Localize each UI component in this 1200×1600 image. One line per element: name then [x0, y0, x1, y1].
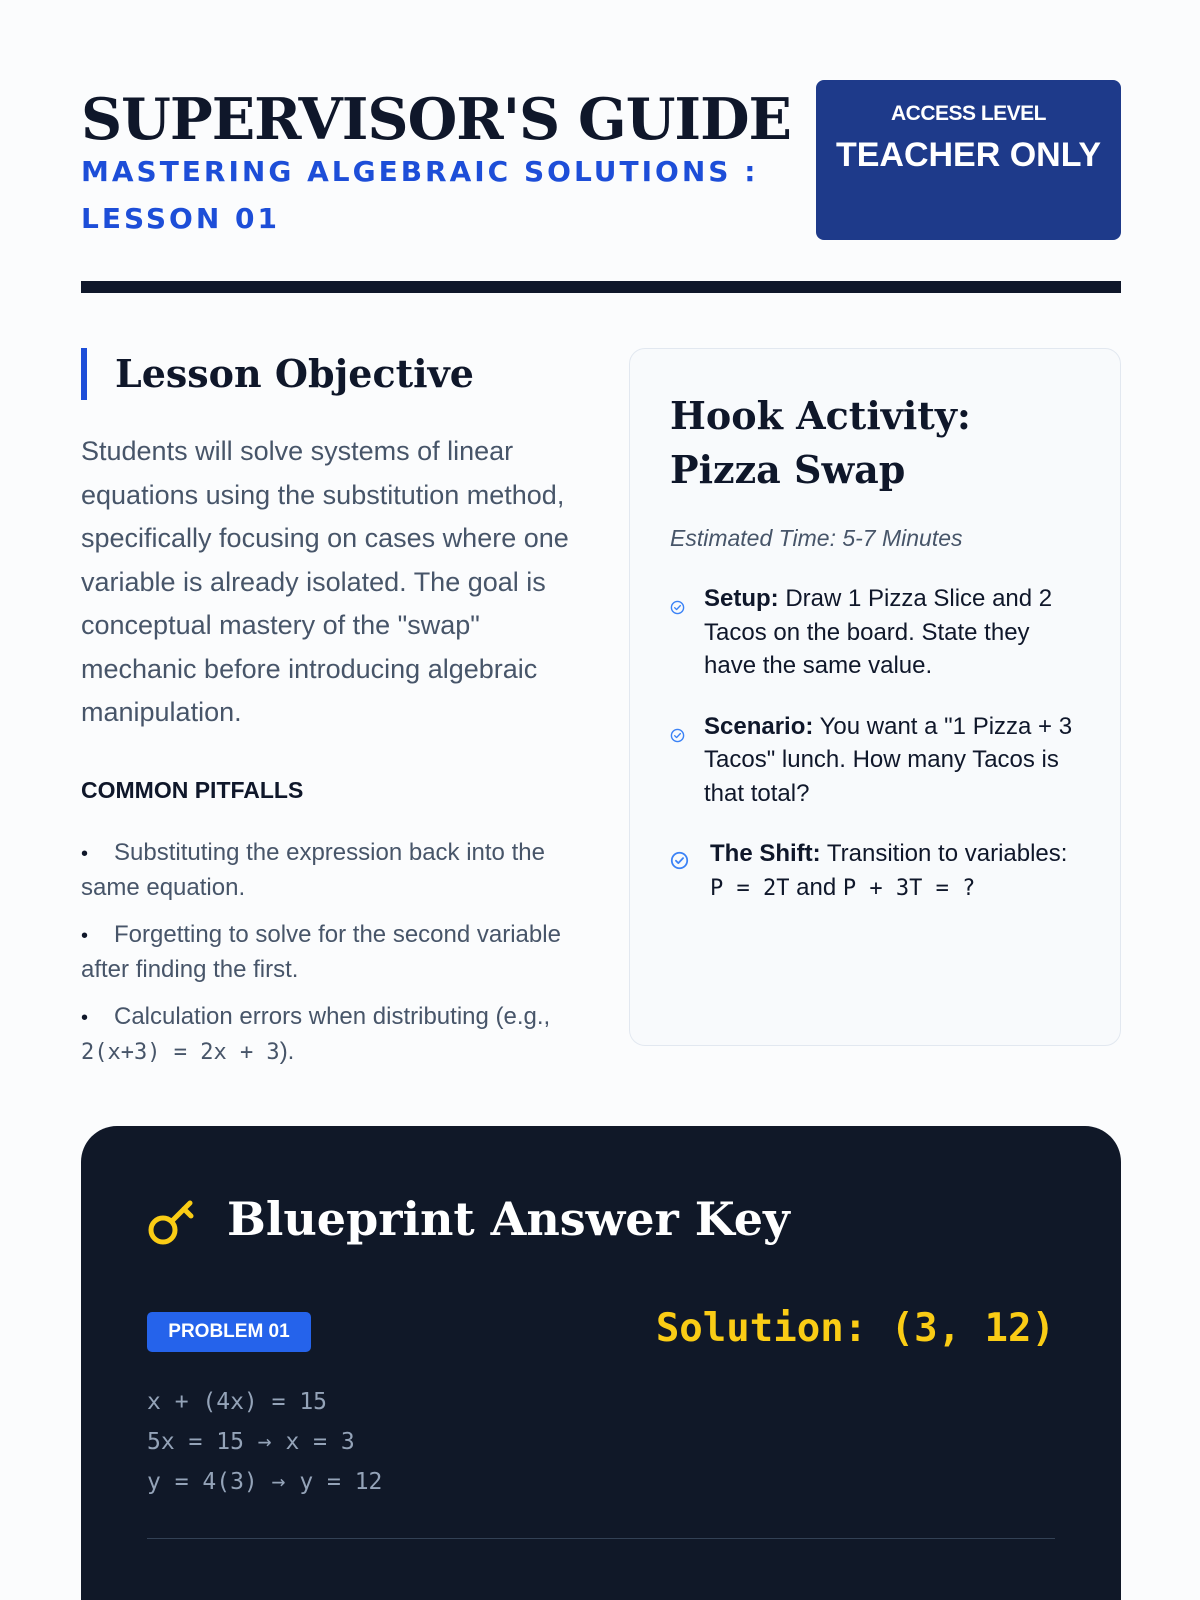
pitfall-text: Calculation errors when distributing (e.g.,	[114, 1002, 551, 1030]
access-level-value: TEACHER ONLY	[835, 136, 1102, 174]
solution-step-line: y = 4(3) → y = 12	[147, 1469, 383, 1495]
pitfall-text: Substituting the expression back into the same equation.	[81, 838, 545, 901]
pitfalls-heading: COMMON PITFALLS	[81, 776, 304, 803]
solution-step-line: x + (4x) = 15	[147, 1389, 328, 1415]
page-title: SUPERVISOR'S GUIDE	[81, 86, 791, 153]
page-header	[81, 80, 1121, 240]
answer-key-title: Blueprint Answer Key	[227, 1192, 790, 1246]
bullet-icon: •	[81, 1006, 89, 1029]
step-code: P = 2T	[710, 875, 790, 901]
pitfall-item	[81, 836, 591, 905]
hook-step	[670, 710, 1080, 811]
bullet-icon: •	[81, 924, 89, 947]
step-text: Transition to variables:	[826, 840, 1068, 867]
hook-steps-list	[670, 582, 1080, 905]
key-icon	[147, 1196, 199, 1253]
solution-step-line: 5x = 15 → x = 3	[147, 1429, 355, 1455]
hook-title: Hook Activity: Pizza Swap	[670, 393, 971, 492]
answer-divider	[147, 1538, 1055, 1539]
objective-text: Students will solve systems of linear equations using the substitution method, specifically focusing on cases where one variable is already isolated. The goal is conceptual mastery of the "swap" mechanic before introducing algebraic manipulation.	[81, 436, 569, 727]
step-text: You want a "1 Pizza + 3 Tacos" lunch. How many Tacos is that total?	[704, 712, 1073, 807]
pitfall-text: Forgetting to solve for the second variable after finding the first.	[81, 920, 561, 983]
hook-step	[670, 837, 1080, 905]
pitfalls-list	[81, 836, 591, 1070]
access-level-label: ACCESS LEVEL	[890, 102, 1047, 125]
bullet-icon: •	[81, 842, 89, 865]
problem-badge: PROBLEM 01	[147, 1312, 311, 1352]
check-circle-icon	[670, 837, 710, 905]
step-label: Setup:	[704, 585, 779, 612]
pitfall-item	[81, 1000, 591, 1070]
hook-time: Estimated Time: 5-7 Minutes	[670, 525, 963, 551]
step-text: Draw 1 Pizza Slice and 2 Tacos on the board. State they have the same value.	[704, 585, 1053, 679]
access-level-badge	[816, 80, 1121, 240]
step-text: and	[796, 873, 837, 901]
page-subtitle: MASTERING ALGEBRAIC SOLUTIONS : LESSON 01	[81, 155, 759, 235]
lesson-objective-section	[81, 348, 591, 1083]
pitfall-item	[81, 918, 591, 987]
solution-text: Solution: (3, 12)	[655, 1306, 1055, 1351]
hook-step	[670, 582, 1080, 683]
step-code: P + 3T = ?	[842, 875, 976, 901]
objective-heading: Lesson Objective	[81, 348, 591, 400]
hook-activity-card	[629, 348, 1121, 1046]
pitfall-suffix: ).	[279, 1038, 295, 1065]
pitfall-code: 2(x+3) = 2x + 3	[81, 1040, 280, 1065]
step-label: Scenario:	[704, 712, 814, 740]
step-label: The Shift:	[710, 840, 821, 867]
header-divider	[81, 281, 1121, 293]
solution-steps	[147, 1382, 382, 1502]
check-circle-icon	[670, 582, 704, 683]
check-circle-icon	[670, 710, 704, 811]
answer-key-panel	[81, 1126, 1121, 1600]
